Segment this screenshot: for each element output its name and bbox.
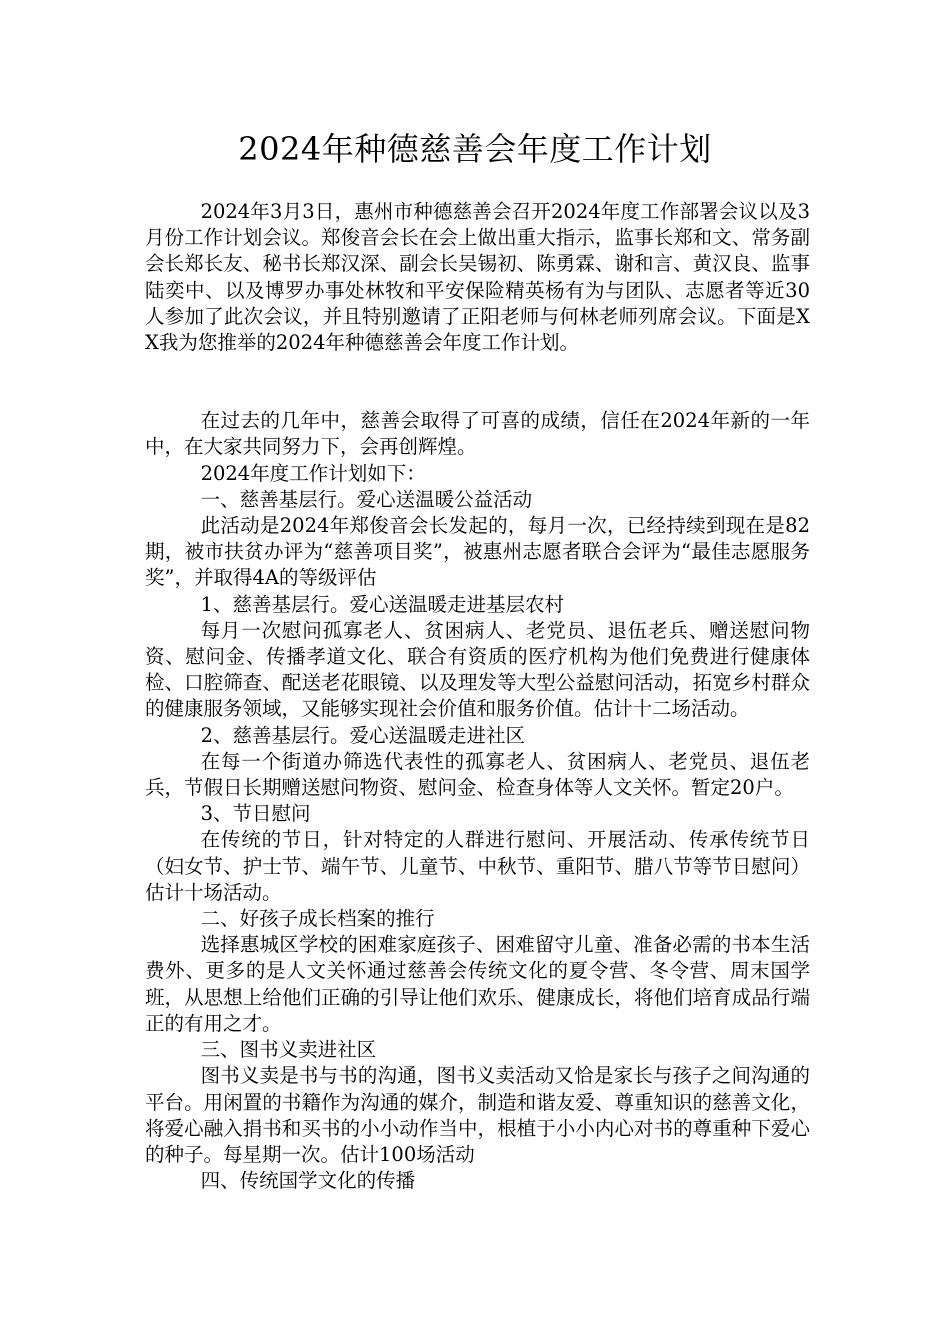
subsection-heading-1-1: 1、慈善基层行。爱心送温暖走进基层农村 bbox=[200, 592, 564, 616]
paragraph-intro: 2024年3月3日，惠州市种德慈善会召开2024年度工作部署会议以及3月份工作计划会议。郑俊音会长在会上做出重大指示，监事长郑和文、常务副会长郑长友、秘书长郑汉深、副会长吴锡初、陈勇霖、谢和言、黄汉良、监事陆奕中、以及博罗办事处林牧和平安保险精英杨有为与团队、志愿者等近30人参加了此次会议，并且特别邀请了正阳老师与何林老师列席会议。下面是XX我为您推举的2024年种德慈善会年度工作计划。 bbox=[145, 200, 810, 355]
subsection-heading-1-2: 2、慈善基层行。爱心送温暖走进社区 bbox=[200, 723, 525, 747]
document-title: 2024年种德慈善会年度工作计划 bbox=[238, 130, 712, 168]
section-heading-4: 四、传统国学文化的传播 bbox=[200, 1169, 416, 1193]
paragraph-section-1: 此活动是2024年郑俊音会长发起的，每月一次，已经持续到现在是82期，被市扶贫办评为“慈善项目奖”，被惠州志愿者联合会评为“最佳志愿服务奖”，并取得4A的等级评估 bbox=[145, 514, 810, 590]
paragraph-subsection-1-1: 每月一次慰问孤寡老人、贫困病人、老党员、退伍老兵、赠送慰问物资、慰问金、传播孝道文化、联合有资质的医疗机构为他们免费进行健康体检、口腔筛查、配送老花眼镜、以及理发等大型公益慰问活动，拓宽乡村群众的健康服务领域，又能够实现社会价值和服务价值。估计十二场活动。 bbox=[145, 618, 810, 721]
section-heading-1: 一、慈善基层行。爱心送温暖公益活动 bbox=[200, 487, 533, 511]
section-heading-3: 三、图书义卖进社区 bbox=[200, 1038, 377, 1062]
section-heading-2: 二、好孩子成长档案的推行 bbox=[200, 907, 435, 931]
paragraph-gap bbox=[145, 356, 810, 408]
paragraph-outlook: 在过去的几年中，慈善会取得了可喜的成绩，信任在2024年新的一年中，在大家共同努力下，会再创辉煌。 bbox=[145, 409, 810, 459]
paragraph-section-2: 选择惠城区学校的困难家庭孩子、困难留守儿童、准备必需的书本生活费外、更多的是人文关怀通过慈善会传统文化的夏令营、冬令营、周末国学班，从思想上给他们正确的引导让他们欢乐、健康成长，将他们培育成品行端正的有用之才。 bbox=[145, 933, 810, 1035]
subsection-heading-1-3: 3、节日慰问 bbox=[200, 802, 311, 826]
paragraph-subsection-1-3: 在传统的节日，针对特定的人群进行慰问、开展活动、传承传统节日（妇女节、护士节、端午节、儿童节、中秋节、重阳节、腊八节等节日慰问）估计十场活动。 bbox=[145, 828, 810, 904]
paragraph-subsection-1-2: 在每一个街道办筛选代表性的孤寡老人、贫困病人、老党员、退伍老兵，节假日长期赠送慰问物资、慰问金、检查身体等人文关怀。暂定20户。 bbox=[145, 749, 810, 800]
paragraph-section-3: 图书义卖是书与书的沟通，图书义卖活动又恰是家长与孩子之间沟通的平台。用闲置的书籍作为沟通的媒介，制造和谐友爱、尊重知识的慈善文化，将爱心融入捐书和买书的小小动作当中，根植于小小内心对书的尊重种下爱心的种子。每星期一次。估计100场活动 bbox=[145, 1064, 810, 1166]
paragraph-plan-heading: 2024年度工作计划如下： bbox=[200, 461, 426, 485]
document-body bbox=[145, 199, 810, 1194]
